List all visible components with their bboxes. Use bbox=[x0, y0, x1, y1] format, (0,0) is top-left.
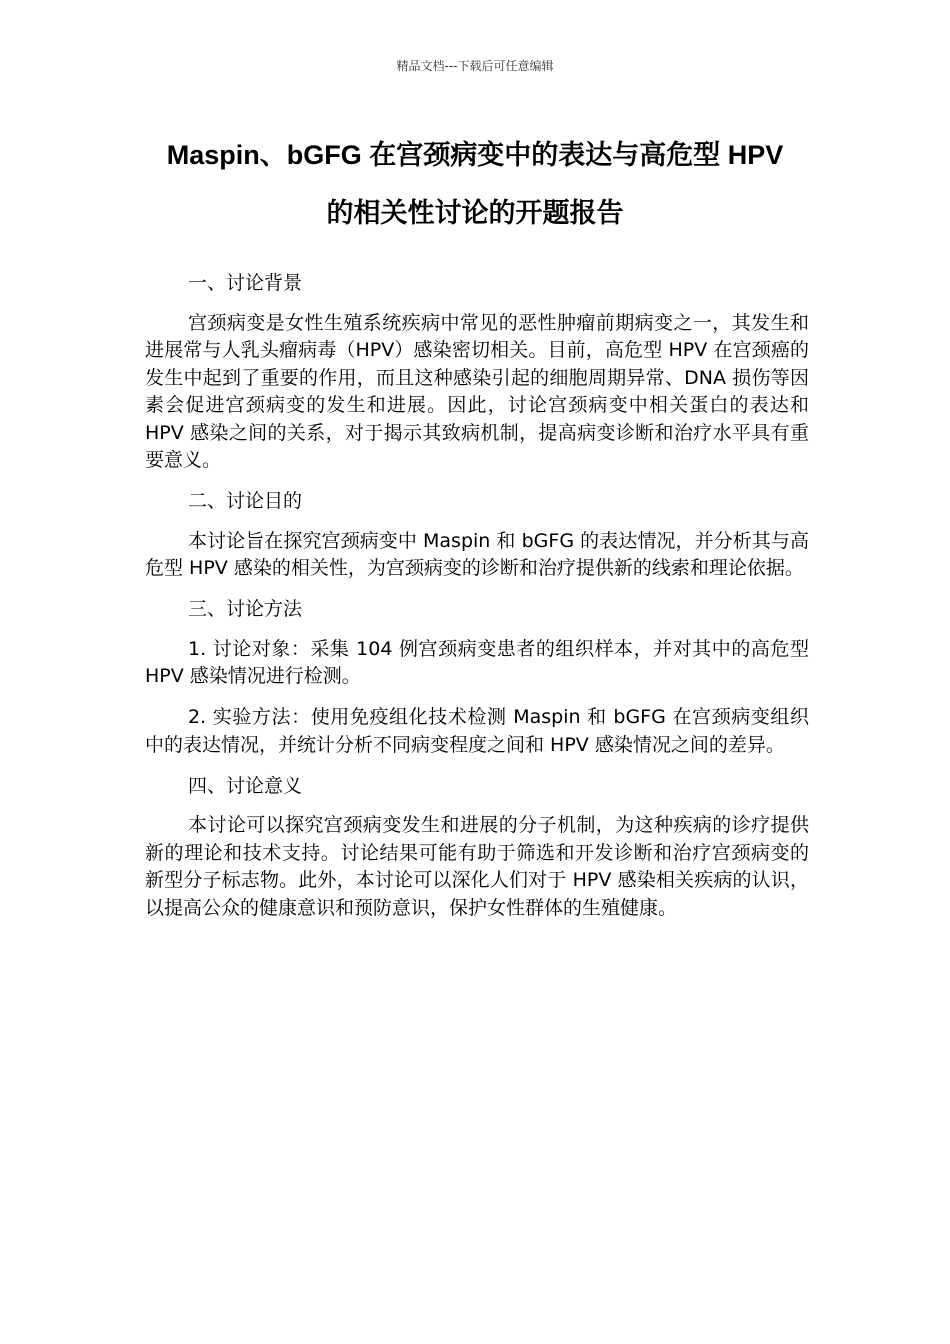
methods-item-experiment: 2. 实验方法：使用免疫组化技术检测 Maspin 和 bGFG 在宫颈病变组织中的表达情况，并统计分析不同病变程度之间和 HPV 感染情况之间的差异。 bbox=[145, 706, 809, 756]
page-header-note: 精品文档---下载后可任意编辑 bbox=[396, 59, 554, 73]
section-heading-significance: 四、讨论意义 bbox=[188, 774, 303, 797]
purpose-paragraph: 本讨论旨在探究宫颈病变中 Maspin 和 bGFG 的表达情况，并分析其与高危型 HPV 感染的相关性，为宫颈病变的诊断和治疗提供新的线索和理论依据。 bbox=[145, 529, 809, 579]
document-title-line-1: Maspin、bGFG 在宫颈病变中的表达与高危型 HPV bbox=[166, 140, 784, 170]
document-title-line-2: 的相关性讨论的开题报告 bbox=[326, 198, 624, 228]
section-heading-methods: 三、讨论方法 bbox=[188, 598, 303, 620]
significance-paragraph: 本讨论可以探究宫颈病变发生和进展的分子机制，为这种疾病的诊疗提供新的理论和技术支持。讨论结果可能有助于筛选和开发诊断和治疗宫颈病变的新型分子标志物。此外，本讨论可以深化人们对于 HPV 感染相关疾病的认识，以提高公众的健康意识和预防意识，保护女性群体的生殖健康。 bbox=[145, 814, 809, 919]
background-paragraph: 宫颈病变是女性生殖系统疾病中常见的恶性肿瘤前期病变之一，其发生和进展常与人乳头瘤病毒（HPV）感染密切相关。目前，高危型 HPV 在宫颈癌的发生中起到了重要的作用，而且这种感染引起的细胞周期异常、DNA 损伤等因素会促进宫颈病变的发生和进展。因此，讨论宫颈病变中相关蛋白的表达和 HPV 感染之间的关系，对于揭示其致病机制，提高病变诊断和治疗水平具有重要意义。 bbox=[145, 311, 809, 471]
section-heading-background: 一、讨论背景 bbox=[188, 272, 303, 294]
section-heading-purpose: 二、讨论目的 bbox=[188, 490, 303, 512]
methods-item-subjects: 1. 讨论对象：采集 104 例宫颈病变患者的组织样本，并对其中的高危型 HPV 感染情况进行检测。 bbox=[145, 637, 809, 687]
document-body bbox=[145, 270, 809, 936]
